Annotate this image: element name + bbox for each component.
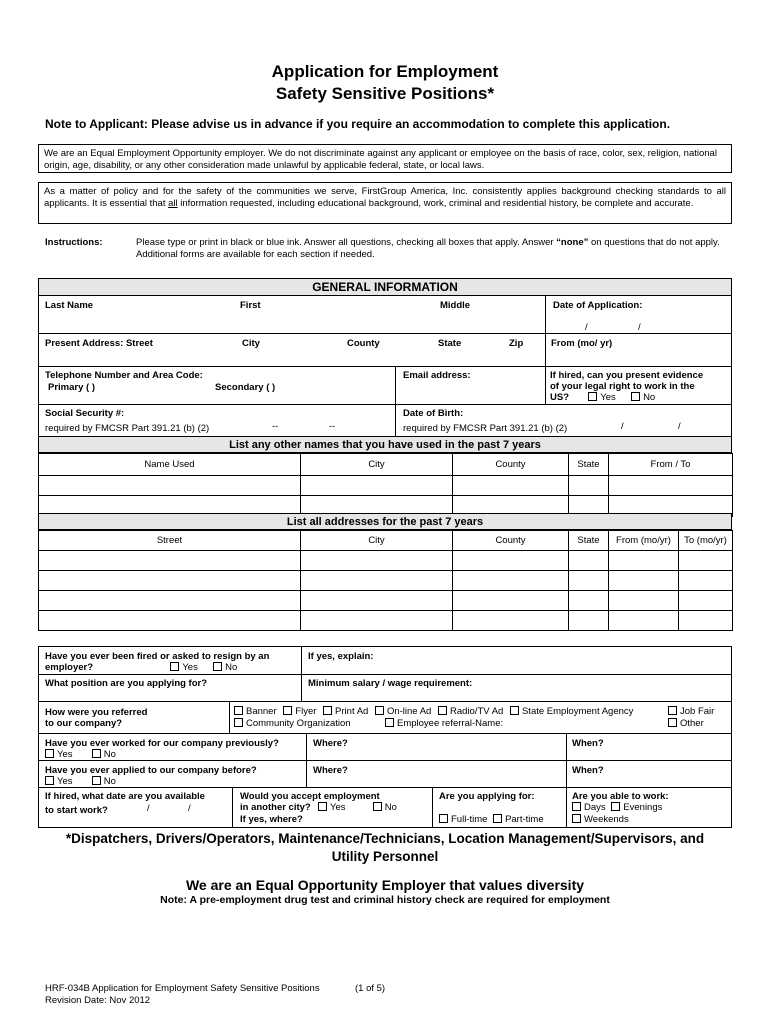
column-header: City xyxy=(301,454,453,476)
other-names-table xyxy=(38,453,733,517)
dob-slash: / xyxy=(621,421,624,432)
fired-explanation-input[interactable] xyxy=(305,662,729,673)
yes-label: Yes xyxy=(57,749,73,760)
ssn-fmcsr-note: required by FMCSR Part 391.21 (b) (2) xyxy=(45,423,210,434)
policy-text-1: As a matter of policy and for the safety of the communities we serve, FirstGroup America, Inc. consistently applies background checking standards to all applicants. It is essential that xyxy=(44,186,726,209)
where-label: Where? xyxy=(313,765,348,776)
state-employment-agency-checkbox[interactable] xyxy=(510,706,519,715)
last-name-label: Last Name xyxy=(45,300,94,311)
form-title: Application for Employment xyxy=(271,62,499,81)
instructions-text-2: on questions that do not apply. Additional forms are available for each section if needed. xyxy=(136,237,720,260)
general-information-heading: GENERAL INFORMATION xyxy=(38,278,732,296)
days-label: Days xyxy=(584,802,606,813)
table-cell[interactable] xyxy=(301,551,453,571)
evenings-label: Evenings xyxy=(623,802,663,813)
column-header: State xyxy=(569,531,609,551)
column-header: State xyxy=(569,454,609,476)
date-of-application-label: Date of Application: xyxy=(553,300,643,311)
table-cell[interactable] xyxy=(453,591,569,611)
yes-label: Yes xyxy=(57,776,73,787)
community-organization-checkbox[interactable] xyxy=(234,718,243,727)
when-label: When? xyxy=(572,738,604,749)
applied-before-yes-checkbox[interactable] xyxy=(45,776,54,785)
table-cell[interactable] xyxy=(609,611,679,631)
start-date-question-2: to start work? xyxy=(45,805,108,816)
yes-label: Yes xyxy=(330,802,346,813)
referral-option: Job Fair xyxy=(680,706,715,717)
fired-no-checkbox[interactable] xyxy=(213,662,222,671)
email-label: Email address: xyxy=(403,370,471,381)
column-header: Name Used xyxy=(39,454,301,476)
no-label: No xyxy=(103,776,116,787)
table-row xyxy=(39,591,733,611)
no-label: No xyxy=(643,392,656,403)
legal-right-yes-checkbox[interactable] xyxy=(588,392,597,401)
position-label: What position are you applying for? xyxy=(45,678,208,689)
table-row xyxy=(39,476,733,496)
column-header: From / To xyxy=(609,454,733,476)
referral-option: Print Ad xyxy=(335,706,369,717)
part-time-checkbox[interactable] xyxy=(493,814,502,823)
referral-option: On-line Ad xyxy=(386,706,432,717)
applicant-note: Note to Applicant: Please advise us in advance if you require an accommodation to complete this application. xyxy=(45,117,671,131)
table-cell[interactable] xyxy=(453,611,569,631)
referral-option: Radio/TV Ad xyxy=(449,706,504,717)
table-cell[interactable] xyxy=(301,611,453,631)
email-input[interactable] xyxy=(398,382,543,402)
dob-slash: / xyxy=(678,421,681,432)
table-row xyxy=(39,571,733,591)
date-slash: / xyxy=(585,322,588,333)
table-cell[interactable] xyxy=(569,571,609,591)
table-cell[interactable] xyxy=(453,551,569,571)
if-yes-explain-label: If yes, explain: xyxy=(308,651,374,662)
table-cell[interactable] xyxy=(679,591,733,611)
county-label: County xyxy=(347,338,380,349)
relocate-question-2: in another city? xyxy=(240,802,311,813)
start-date-slash: / xyxy=(147,803,150,814)
instructions-text xyxy=(136,237,732,260)
column-header: City xyxy=(301,531,453,551)
worked-before-yes-checkbox[interactable] xyxy=(45,749,54,758)
other-names-heading: List any other names that you have used in the past 7 years xyxy=(38,436,732,453)
table-cell[interactable] xyxy=(39,476,301,496)
online-ad-checkbox[interactable] xyxy=(375,706,384,715)
column-header: County xyxy=(453,531,569,551)
policy-statement xyxy=(38,182,732,224)
column-header: To (mo/yr) xyxy=(679,531,733,551)
date-slash: / xyxy=(638,322,641,333)
community-organization-label: Community Organization xyxy=(246,718,351,729)
relocate-yes-checkbox[interactable] xyxy=(318,802,327,811)
worked-before-no-checkbox[interactable] xyxy=(92,749,101,758)
weekends-label: Weekends xyxy=(584,814,629,825)
present-address-input[interactable] xyxy=(40,350,730,365)
part-time-label: Part-time xyxy=(505,814,544,825)
date-of-application-input[interactable] xyxy=(548,304,730,332)
ssn-dash: -- xyxy=(329,421,336,432)
min-salary-input[interactable] xyxy=(305,689,729,700)
ssn-dash: -- xyxy=(272,421,279,432)
applying-for-label: Are you applying for: xyxy=(439,791,535,802)
worked-before-question: Have you ever worked for our company previously? xyxy=(45,738,279,749)
table-cell[interactable] xyxy=(39,551,301,571)
instructions-text-1: Please type or print in black or blue ink. Answer all questions, checking all boxes that apply. Answer xyxy=(136,237,557,248)
fired-question-1: Have you ever been fired or asked to resign by an xyxy=(45,651,270,662)
table-cell[interactable] xyxy=(301,591,453,611)
evenings-checkbox[interactable] xyxy=(611,802,620,811)
other-referral-checkbox[interactable] xyxy=(668,718,677,727)
instructions-label: Instructions: xyxy=(45,237,103,248)
position-input[interactable] xyxy=(40,689,299,700)
weekends-checkbox[interactable] xyxy=(572,814,581,823)
relocate-question-3: If yes, where? xyxy=(240,814,303,825)
table-cell[interactable] xyxy=(301,571,453,591)
table-cell[interactable] xyxy=(609,591,679,611)
table-cell[interactable] xyxy=(453,476,569,496)
start-date-question-1: If hired, what date are you available xyxy=(45,791,205,802)
print-ad-checkbox[interactable] xyxy=(323,706,332,715)
table-cell[interactable] xyxy=(569,611,609,631)
policy-text-2: information requested, including educational background, work, criminal and residential history, be complete and accurate. xyxy=(177,197,694,209)
referral-option: State Employment Agency xyxy=(521,706,634,717)
name-input[interactable] xyxy=(40,312,543,332)
table-cell[interactable] xyxy=(569,476,609,496)
table-cell[interactable] xyxy=(609,476,733,496)
column-header: From (mo/yr) xyxy=(609,531,679,551)
table-cell[interactable] xyxy=(453,571,569,591)
table-cell[interactable] xyxy=(679,551,733,571)
start-date-slash: / xyxy=(188,803,191,814)
ssn-label: Social Security #: xyxy=(45,408,125,419)
state-label: State xyxy=(438,338,462,349)
job-fair-checkbox[interactable] xyxy=(668,706,677,715)
table-cell[interactable] xyxy=(39,571,301,591)
referred-label-1: How were you referred xyxy=(45,707,148,718)
dob-fmcsr-note: required by FMCSR Part 391.21 (b) (2) xyxy=(403,423,568,434)
drug-test-note: Note: A pre-employment drug test and criminal history check are required for employment xyxy=(160,894,610,906)
column-header: Street xyxy=(39,531,301,551)
positions-footnote-1: *Dispatchers, Drivers/Operators, Maintenance/Technicians, Location Management/Supervisors, and xyxy=(65,831,705,846)
other-referral-label: Other xyxy=(680,718,704,729)
table-cell[interactable] xyxy=(569,591,609,611)
table-row xyxy=(39,551,733,571)
where-label: Where? xyxy=(313,738,348,749)
employee-referral-checkbox[interactable] xyxy=(385,718,394,727)
city-label: City xyxy=(242,338,260,349)
able-to-work-label: Are you able to work: xyxy=(572,791,669,802)
first-name-label: First xyxy=(240,300,261,311)
no-label: No xyxy=(384,802,397,813)
full-time-checkbox[interactable] xyxy=(439,814,448,823)
fired-question-2: employer? xyxy=(45,662,94,673)
employee-referral-label: Employee referral-Name: xyxy=(397,718,504,729)
zip-label: Zip xyxy=(509,338,524,349)
relocate-no-checkbox[interactable] xyxy=(373,802,382,811)
secondary-phone-label: Secondary ( ) xyxy=(215,382,276,393)
table-cell[interactable] xyxy=(301,476,453,496)
table-cell[interactable] xyxy=(569,551,609,571)
no-label: No xyxy=(103,749,116,760)
table-cell[interactable] xyxy=(679,611,733,631)
legal-right-no-checkbox[interactable] xyxy=(631,392,640,401)
table-cell[interactable] xyxy=(609,571,679,591)
form-id: HRF-034B Application for Employment Safety Sensitive Positions xyxy=(45,983,320,994)
from-mo-yr-label: From (mo/ yr) xyxy=(551,338,613,349)
addresses-heading: List all addresses for the past 7 years xyxy=(38,513,732,530)
referral-option: Banner xyxy=(246,706,277,717)
present-address-label: Present Address: Street xyxy=(45,338,153,349)
table-cell[interactable] xyxy=(39,611,301,631)
eeo-statement: We are an Equal Employment Opportunity employer. We do not discriminate against any applicant or employee on the basis of race, color, sex, religion, national origin, age, disability, or any other consideration made unlawful by applicable federal, state, or local laws. xyxy=(38,144,732,173)
table-row xyxy=(39,611,733,631)
column-header: County xyxy=(453,454,569,476)
legal-right-label-2: of your legal right to work in the xyxy=(550,381,695,392)
form-subtitle: Safety Sensitive Positions* xyxy=(275,84,495,103)
page-number: (1 of 5) xyxy=(355,983,386,994)
policy-underlined: all xyxy=(168,197,178,209)
flyer-checkbox[interactable] xyxy=(283,706,292,715)
legal-right-label-1: If hired, can you present evidence xyxy=(550,370,704,381)
eoe-statement: We are an Equal Opportunity Employer that values diversity xyxy=(185,877,585,893)
radio-tv-ad-checkbox[interactable] xyxy=(438,706,447,715)
us-label: US? xyxy=(550,392,569,403)
telephone-label: Telephone Number and Area Code: xyxy=(45,370,203,381)
dob-label: Date of Birth: xyxy=(403,408,464,419)
table-cell[interactable] xyxy=(679,571,733,591)
when-label: When? xyxy=(572,765,604,776)
revision-date: Revision Date: Nov 2012 xyxy=(45,995,151,1006)
table-cell[interactable] xyxy=(39,591,301,611)
middle-name-label: Middle xyxy=(440,300,471,311)
applied-before-question: Have you ever applied to our company before? xyxy=(45,765,257,776)
positions-footnote-2: Utility Personnel xyxy=(331,849,439,864)
banner-checkbox[interactable] xyxy=(234,706,243,715)
full-time-label: Full-time xyxy=(451,814,488,825)
referral-option: Flyer xyxy=(295,706,317,717)
primary-phone-label: Primary ( ) xyxy=(48,382,95,393)
fired-yes-checkbox[interactable] xyxy=(170,662,179,671)
addresses-table xyxy=(38,530,733,631)
table-cell[interactable] xyxy=(609,551,679,571)
applied-before-no-checkbox[interactable] xyxy=(92,776,101,785)
referred-label-2: to our company? xyxy=(45,718,123,729)
min-salary-label: Minimum salary / wage requirement: xyxy=(308,678,473,689)
yes-label: Yes xyxy=(182,662,198,673)
no-label: No xyxy=(225,662,238,673)
yes-label: Yes xyxy=(600,392,616,403)
instructions-none: “none” xyxy=(556,237,589,248)
relocate-question-1: Would you accept employment xyxy=(240,791,380,802)
days-checkbox[interactable] xyxy=(572,802,581,811)
